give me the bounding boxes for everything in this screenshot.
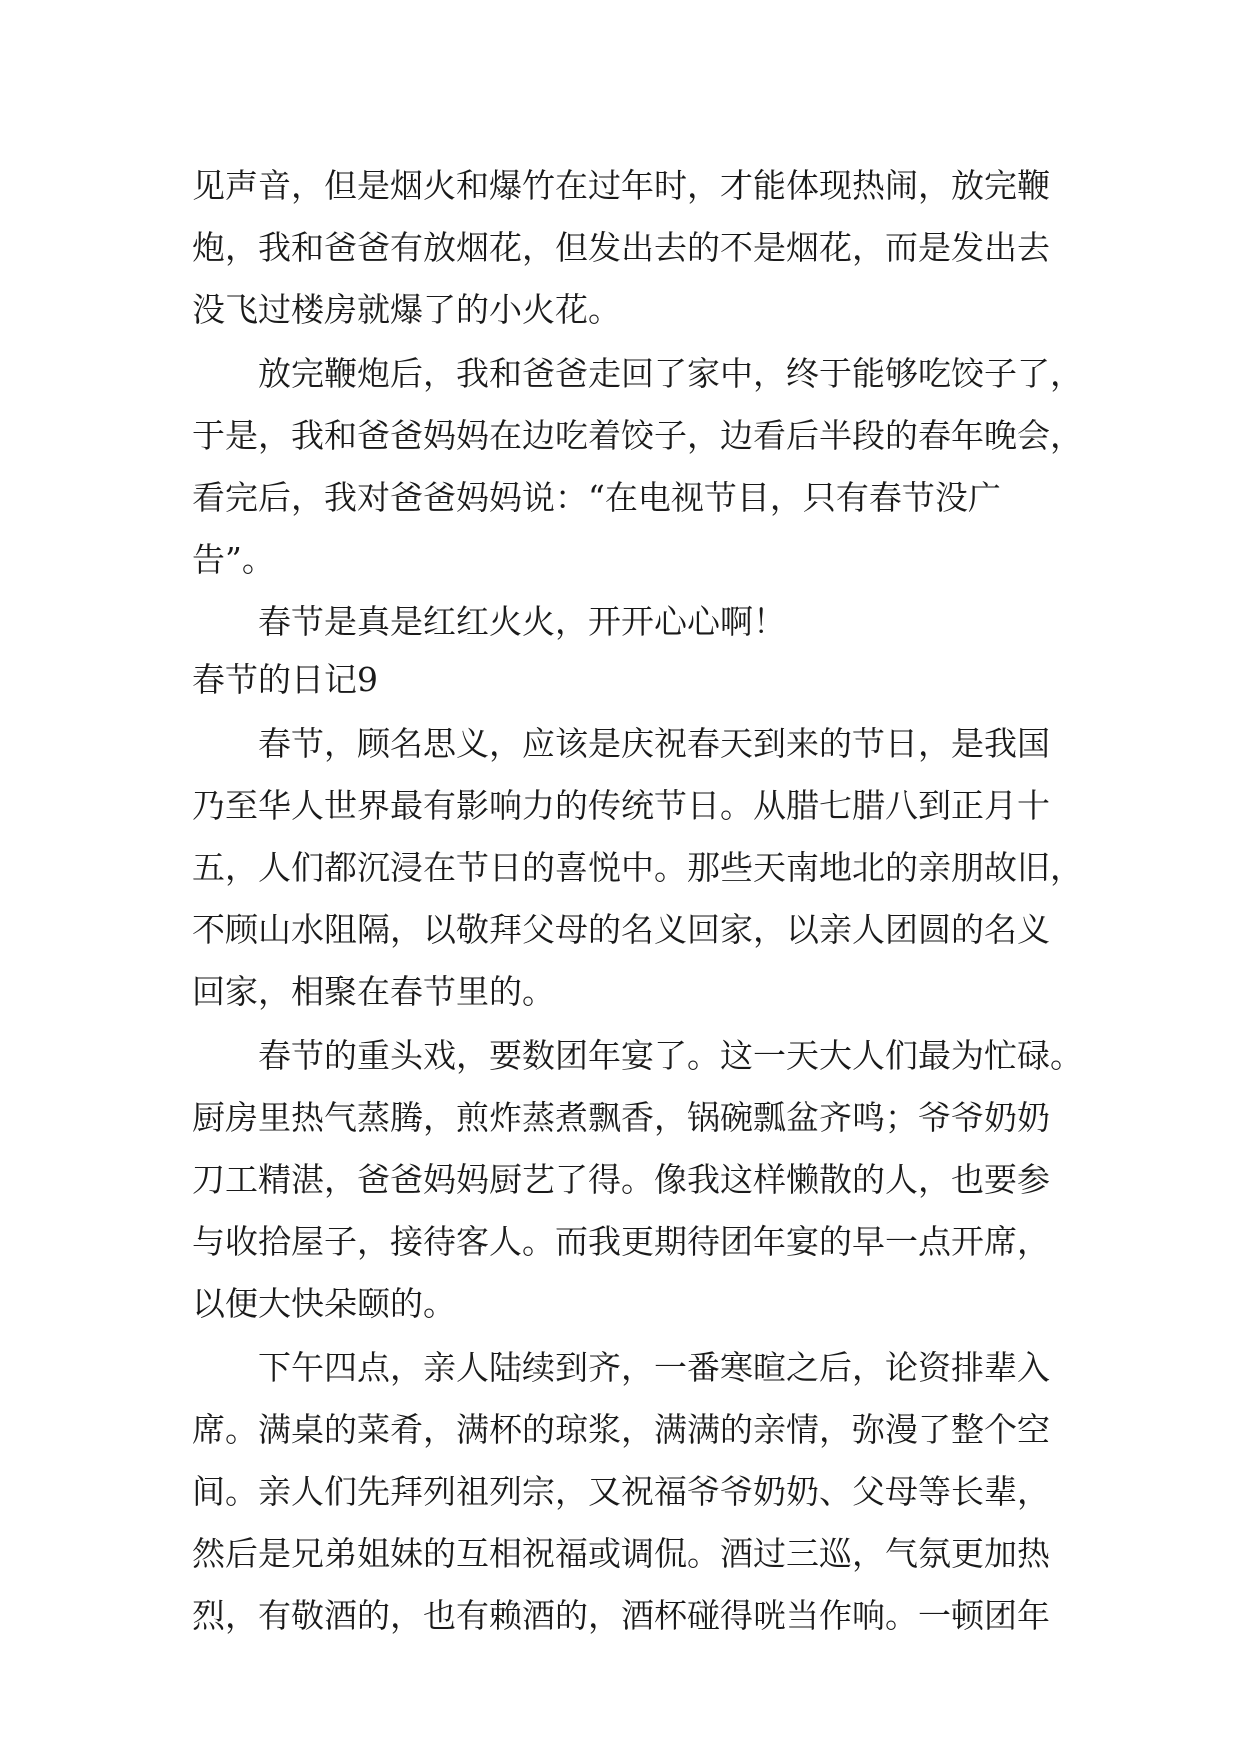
text-line: 炮，我和爸爸有放烟花，但发出去的不是烟花，而是发出去 <box>192 228 1050 267</box>
text-line: 看完后，我对爸爸妈妈说：“在电视节目，只有春节没广 <box>192 478 1001 517</box>
text-line: 春节的重头戏，要数团年宴了。这一天大人们最为忙碌。 <box>258 1036 1083 1075</box>
text-line: 春节，顾名思义，应该是庆祝春天到来的节日，是我国 <box>258 724 1050 763</box>
text-line: 以便大快朵颐的。 <box>192 1284 456 1323</box>
text-line: 放完鞭炮后，我和爸爸走回了家中，终于能够吃饺子了， <box>258 354 1083 393</box>
text-line: 于是，我和爸爸妈妈在边吃着饺子，边看后半段的春年晚会， <box>192 416 1083 455</box>
text-line: 乃至华人世界最有影响力的传统节日。从腊七腊八到正月十 <box>192 786 1050 825</box>
text-line: 见声音，但是烟火和爆竹在过年时，才能体现热闹，放完鞭 <box>192 166 1050 205</box>
text-line: 席。满桌的菜肴，满杯的琼浆，满满的亲情，弥漫了整个空 <box>192 1410 1050 1449</box>
text-line: 告”。 <box>192 540 275 579</box>
text-line: 春节是真是红红火火，开开心心啊！ <box>258 602 786 641</box>
text-line: 间。亲人们先拜列祖列宗，又祝福爷爷奶奶、父母等长辈， <box>192 1472 1050 1511</box>
text-line: 五，人们都沉浸在节日的喜悦中。那些天南地北的亲朋故旧， <box>192 848 1083 887</box>
text-line: 不顾山水阻隔，以敬拜父母的名义回家，以亲人团圆的名义 <box>192 910 1050 949</box>
section-heading: 春节的日记9 <box>192 660 378 699</box>
text-line: 与收拾屋子，接待客人。而我更期待团年宴的早一点开席， <box>192 1222 1050 1261</box>
text-line: 下午四点，亲人陆续到齐，一番寒暄之后，论资排辈入 <box>258 1348 1050 1387</box>
text-line: 然后是兄弟姐妹的互相祝福或调侃。酒过三巡，气氛更加热 <box>192 1534 1050 1573</box>
text-line: 厨房里热气蒸腾，煎炸蒸煮飘香，锅碗瓢盆齐鸣；爷爷奶奶 <box>192 1098 1050 1137</box>
text-line: 刀工精湛，爸爸妈妈厨艺了得。像我这样懒散的人，也要参 <box>192 1160 1050 1199</box>
text-line: 没飞过楼房就爆了的小火花。 <box>192 290 621 329</box>
text-line: 烈，有敬酒的，也有赖酒的，酒杯碰得咣当作响。一顿团年 <box>192 1596 1050 1635</box>
text-line: 回家，相聚在春节里的。 <box>192 972 555 1011</box>
